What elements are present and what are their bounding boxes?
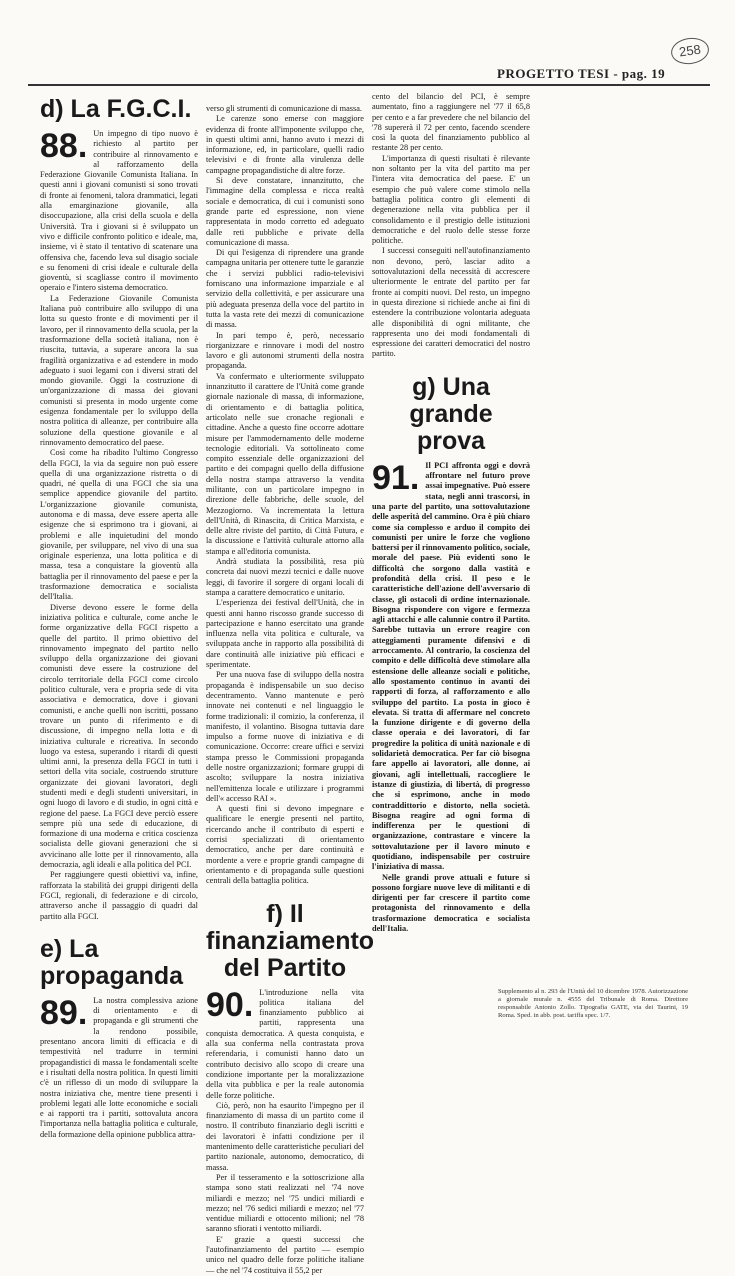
column-3 — [372, 92, 530, 972]
col3-text-3: I successi conseguiti nell'autofinanziamento non devono, però, lasciar adito a sottovalutazioni della necessità di accrescere ulteriormente le entrate del partito per far fronte ai compiti nuovi. Del resto, un impegno in questa direzione si richiede anche ai fini di estendere la contribuzione volontaria adeguata alle disponibilità di ogni militante, che rappresenta uno dei modi fondamentali di espressione dei caratteri democratici del nostro partito. — [372, 246, 530, 359]
section-d-text-3: Così come ha ribadito l'ultimo Congresso della FGCI, la via da seguire non può essere quella di una organizzazione ristretta o di quadri, né quella di una FGCI che sia una semplice appendice giovanile del partito. L'organizzazione giovanile comunista, autonoma e di massa, deve essere aperta alle esigenze che si esprimono tra i giovani, ai problemi e alle inquietudini del mondo giovanile, per sviluppare, nel vivo di una sua originale esperienza, una lotta politica e di massa, tesa a conquistare la gioventù alla battaglia per il rinnovamento del paese e per la trasformazione democratica e socialista dell'Italia. — [40, 448, 198, 602]
publication-footnote: Supplemento al n. 293 de l'Unità del 10 dicembre 1978. Autorizzazione a giornale murale n. 4555 del Tribunale di Roma. Direttore responsabile Antonio Zollo. Tipografia GATE, via dei Taurini, 19 Roma. Sped. in abb. post. tariffa spec. 1/7. — [498, 988, 688, 1019]
col2-text-4: Di qui l'esigenza di riprendere una grande campagna unitaria per ottenere tutte le garanzie che i servizi pubblici radio-televisivi forniscano una informazione imparziale e al servizio della collettività, e per assicurare una più adeguata presenza della voce del partito in tutta la vasta rete dei mezzi di comunicazione di massa. — [206, 248, 364, 330]
section-d-title: d) La F.G.C.I. — [40, 95, 192, 123]
header-rule — [28, 84, 710, 86]
section-g-text-2: Nelle grandi prove attuali e future si possono forgiare nuove leve di militanti e di dirigenti per far crescere il partito come protagonista del rinnovamento e della trasformazione democratica e socialista dell'Italia. — [372, 872, 530, 934]
section-f-text-2: Ciò, però, non ha esaurito l'impegno per il finanziamento di massa di un partito come il nostro. Il contributo finanziario degli iscritti e dei lavoratori è infatti condizione per il mantenimento delle caratteristiche peculiari del partito nazionale, autonomo, democratico, di massa. — [206, 1100, 364, 1172]
section-d-text-5: Per raggiungere questi obiettivi va, infine, rafforzata la stabilità dei gruppi dirigenti della FGCI, regionali, di federazione e di circolo, attraverso anche il passaggio di quadri dal partito alla FGCI. — [40, 870, 198, 921]
section-d-number: 88. — [40, 127, 88, 165]
section-f-title: f) Il finanziamento del Partito — [206, 899, 375, 982]
section-d-text-2: La Federazione Giovanile Comunista Italiana può contribuire allo sviluppo di una lotta su questo fronte e di movimenti per il lavoro, per il rinnovamento della scuola, per la trasformazione della società italiana, non è riuscita, tuttavia, a superare ancora la sua fragilità organizzativa e ad estendere in modo adeguato i suoi legami con i diversi strati del mondo giovanile. Oggi la costruzione di un'organizzazione di massa dei giovani comunisti si presenta in modo urgente come esigenza fondamentale per lo sviluppo della nostra politica di alleanze, per contribuire alla soluzione della questione giovanile e al rinnovamento democratico del paese. — [40, 293, 198, 447]
section-f-number: 90. — [206, 985, 254, 1024]
col2-text-1: verso gli strumenti di comunicazione di massa. — [206, 104, 362, 113]
column-2 — [206, 104, 375, 1275]
section-d-paragraph — [40, 129, 198, 294]
section-g-number: 91. — [372, 458, 420, 497]
section-g-text-1: Il PCI affronta oggi e dovrà affrontare nel futuro prove assai impegnative. Può essere stata, negli anni trascorsi, in una parte del partito, una sottovalutazione delle asperità del cammino. Ora è più chiaro come sia complesso e arduo il compito dei comunisti per unire le forze che vogliono battersi per il rinnovamento politico, sociale, morale del paese. Più evidenti sono le difficoltà che sorgono dalla vastità e profondità della crisi. Il peso e le caratteristiche dell'azione dell'avversario di classe, gli ostacoli di ordine internazionale. Bisogna rispondere con vigore e fermezza agli attacchi e alle calunnie contro il Partito. Sarebbe tuttavia un errore reagire con atteggiamenti puramente difensivi e di arroccamento. Al contrario, la coscienza del compito e delle difficoltà deve stimolare alla estensione delle alleanze sociali e politiche, allo spostamento continuo in avanti dei rapporti di forza, al rafforzamento e allo sviluppo del partito. La posta in gioco è elevata. Si tratta di affermare nel concreto la funzione dirigente e di governo della classe operaia e dei lavoratori, di far progredire la politica di unità nazionale e di solidarietà democratica. Per far ciò bisogna fare appello ai lavoratori, alle donne, ai giovani, agli intellettuali, raccogliere le istanze di giustizia, di libertà, di progresso che si esprimono, anche in modo contraddittorio e distorto, nella società. Bisogna reagire ad ogni forma di indifferenza per le questioni di organizzazione, contrastare e vincere la sottovalutazione per il lavoro minuto e quotidiano, indispensabile per costruire l'iniziativa di massa. — [372, 460, 530, 872]
col2-text-9: Per una nuova fase di sviluppo della nostra propaganda è indispensabile un suo deciso decentramento. Vanno mantenute e però innovate nei contenuti e nel linguaggio le forme tradizionali: il comizio, la conferenza, il manifesto, il volantino. Bisogna tuttavia dare impulso a forme nuove di iniziativa e di comunicazione. Occorre: creare uffici e servizi stampa presso le Commissioni propaganda delle nostre organizzazioni; formare gruppi di ascolto; sviluppare la nostra iniziativa nell'emittenza locale e utilizzare i programmi dell'« accesso RAI ». — [206, 670, 364, 803]
section-g-paragraph — [372, 458, 530, 873]
section-e-title: e) La propaganda — [40, 934, 184, 990]
running-head: PROGETTO TESI - pag. 19 — [497, 66, 666, 81]
section-e-paragraph — [40, 993, 198, 1140]
col2-text-10: A questi fini si devono impegnare e qualificare le energie presenti nel partito, ricercando anche il contributo di esperti e corrisi specializzati di orientamento democratico, anche per dare continuità e mordente a vere e proprie grandi campagne di orientamento e di propaganda sulle questioni centrali della battaglia politica. — [206, 804, 364, 886]
col2-text-2: Le carenze sono emerse con maggiore evidenza di fronte all'imponente sviluppo che, in questi ultimi anni, hanno avuto i mezzi di informazione, ed, in particolare, quelli radio televisivi e di fronte alla virulenza delle campagne propagandistiche di altre forze. — [206, 114, 364, 175]
section-d-text-4: Diverse devono essere le forme della iniziativa politica e culturale, come anche le forme organizzative della FGCI rispetto a quelle del partito. Il primo obiettivo del rinnovamento impegnato del partito nello sviluppo della organizzazione dei giovani comunisti deve essere la costruzione del circolo territoriale della FGCI come circolo politico culturale, vera e propria sede di vita associativa e democratica, dove i giovani comunisti, e anche quelli non iscritti, possano trovare un punto di riferimento e di discussione, di impegno nella lotta e di iniziativa culturale e ricreativa. In secondo luogo va estesa, superando i ritardi di questi ultimi anni, la presenza della FGCI in tutti i settori della vita sociale, costruendo strutture organizzate dei giovani lavoratori, degli studenti medi e degli studenti universitari, in ogni luogo di lavoro e di studio, in ogni città e regione del paese. La FGCI deve perciò essere sempre più una sede di educazione, di formazione di una moderna e critica coscienza socialista delle giovani generazioni che si avvicinano alle lotte per il rinnovamento, alla democrazia, agli ideali e alla politica del PCI. — [40, 602, 198, 870]
section-f-text-4: E' grazie a questi successi che l'autofinanziamento del partito — esempio unico nel quadro delle forze politiche italiane — che nel '74 costituiva il 55,2 per — [206, 1234, 364, 1275]
section-e-text-1: La nostra complessiva azione di orientamento e di propaganda e gli strumenti che la rendono possibile, presentano ancora limiti di efficacia e di tempestività nel tradurre in termini propagandistici di massa le fondamentali scelte e i risultati della nostra politica. In questi limiti c'è un riflesso di un modo di sviluppare la nostra iniziativa che, mentre tiene presenti i problemi legati alle lotte economiche e sociali e ai rapporti tra i partiti, sottovaluta ancora l'importanza nella battaglia politica e culturale, della formazione della opinione pubblica attra- — [40, 995, 198, 1139]
col2-text-6: Va confermato e ulteriormente sviluppato innanzitutto il carattere de l'Unità come grande giornale nazionale di massa, di informazione, di orientamento e di battaglia politica, articolato nelle sue cronache regionali e cittadine. Anche a questo fine occorre adottare misure per l'ammodernamento delle moderne tecnologie editoriali. Va sottolineato come compito essenziale delle organizzazioni del partito e dei compagni quello della diffusione della nostra stampa attraverso la vendita militante, con un particolare impegno in direzione delle fabbriche, delle scuole, del Mezzogiorno. Va incrementata la lettura dell'Unità, di Rinascita, di Critica Marxista, e delle altre riviste del partito, di Città Futura, e la discussione e l'attività culturale attorno alla stampa e all'editoria comunista. — [206, 371, 364, 556]
col3-text-1: cento del bilancio del PCI, è sempre aumentato, fino a raggiungere nel '77 il 65,8 per cento e a far prevedere che nel bilancio del '78 supererà il 72 per cento, facendo scendere così la quota del finanziamento pubblico al restante 28 per cento. — [372, 92, 530, 153]
section-g-title: g) Una grande prova — [409, 372, 493, 455]
column-1 — [40, 92, 198, 1139]
page-number-stamp: 258 — [669, 35, 710, 66]
col2-text-3: Si deve constatare, innanzitutto, che l'immagine della complessa e ricca realtà sociale e democratica, di cui i comunisti sono grande parte ed espressione, non viene rappresentata in modo corretto ed adeguato dalle reti pubbliche e private della comunicazione di massa. — [206, 176, 364, 247]
col2-text-7: Andrà studiata la possibilità, resa più concreta dai nuovi mezzi tecnici e dalle nuove leggi, di favorire il sorgere di organi locali di stampa a carattere democratico e unitario. — [206, 557, 364, 597]
section-f-text-1: L'introduzione nella vita politica italiana del finanziamento pubblico ai partiti, rappresenta una conquista democratica. A questa conquista, e alla sua conferma nella contrastata prova referendaria, i comunisti hanno dato un contributo decisivo allo scopo di creare una condizione importante per la moralizzazione della vita pubblica e per la reale autonomia delle forze politiche. — [206, 987, 364, 1100]
section-e-number: 89. — [40, 993, 88, 1032]
section-f-paragraph — [206, 985, 364, 1101]
col3-text-2: L'importanza di questi risultati è rilevante non soltanto per la vita del partito ma per l'intera vita democratica del paese. E' un esempio che può valere come stimolo nella battaglia politica contro gli elementi di degenerazione nella vita pubblica per il consolidamento e il prestigio delle istituzioni democratiche e del ruolo delle stesse forze politiche. — [372, 153, 530, 246]
section-f-text-3: Per il tesseramento e la sottoscrizione alla stampa sono stati realizzati nel '74 nove miliardi e mezzo; nel '75 undici miliardi e mezzo; nel '76 sedici miliardi e mezzo; nel '77 ventidue miliardi e ottocento milioni; nel '78 saranno sfiorati i ventotto miliardi. — [206, 1172, 364, 1234]
section-d-text-1: Un impegno di tipo nuovo è richiesto al partito per contribuire al rinnovamento e al rafforzamento della Federazione Giovanile Comunista Italiana. In questi anni i giovani comunisti si sono trovati di fronte ai fenomeni, talora drammatici, legati alla emarginazione giovanile, alla disoccupazione, alla crisi della scuola e della Università. Tra i giovani si è sviluppato un vivo e difficile confronto politico e ideale, ma, insieme, vi è stato il tentativo di scatenare una offensiva che, facendo leva sul disagio sociale e su fenomeni di crisi ideale e culturale della gioventù, si scagliasse contro il movimento operaio e l'intero sistema democratico. — [40, 129, 198, 293]
col2-text-8: L'esperienza dei festival dell'Unità, che in questi anni hanno riscosso grande successo di partecipazione e hanno esercitato una grande influenza nella vita politica e culturale, va sviluppata anche in rapporto alla possibilità di dare continuità alle iniziative più efficaci e sperimentate. — [206, 598, 364, 670]
col2-text-5: In pari tempo è, però, necessario riorganizzare e rinnovare i modi del nostro lavoro e gli autonomi strumenti della nostra propaganda. — [206, 330, 364, 371]
